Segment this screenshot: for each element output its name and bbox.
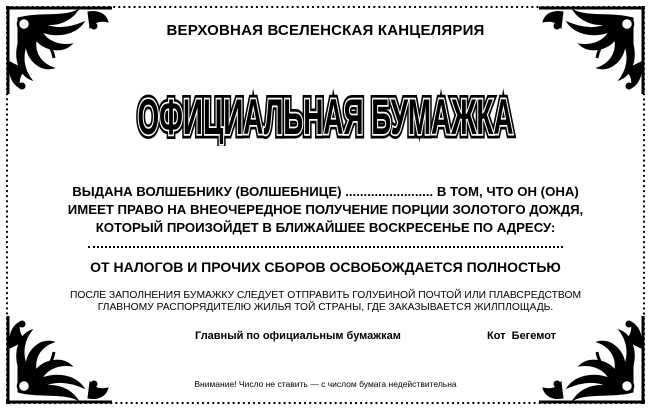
corner-ornament-bottom-right [533,310,651,410]
body-line-3: КОТОРЫЙ ПРОИЗОЙДЕТ В БЛИЖАЙШЕЕ ВОСКРЕСЕНЬЕ ПО АДРЕСУ: [95,220,556,235]
svg-text:ОФИЦИАЛЬНАЯ БУМАЖКА: ОФИЦИАЛЬНАЯ БУМАЖКА [137,89,514,145]
corner-ornament-top-right [533,0,651,100]
corner-ornament-top-left [0,0,118,100]
body-line-2: ИМЕЕТ ПРАВО НА ВНЕОЧЕРЕДНОЕ ПОЛУЧЕНИЕ ПОРЦИИ ЗОЛОТОГО ДОЖДЯ, [67,202,584,217]
issuer-header: ВЕРХОВНАЯ ВСЕЛЕНСКАЯ КАНЦЕЛЯРИЯ [166,22,485,39]
address-fill-line [88,246,563,248]
svg-text:ОФИЦИАЛЬНАЯ БУМАЖКА: ОФИЦИАЛЬНАЯ БУМАЖКА [137,89,514,145]
corner-ornament-bottom-left [0,310,118,410]
instruction-line-2: ГЛАВНОМУ РАСПОРЯДИТЕЛЮ ЖИЛЬЯ ТОЙ СТРАНЫ, ГДЕ ЗАКАЗЫВАЕТСЯ ЖИЛПЛОЩАДЬ. [97,302,554,313]
svg-text:ОФИЦИАЛЬНАЯ БУМАЖКА: ОФИЦИАЛЬНАЯ БУМАЖКА [137,89,514,145]
tax-exemption-line: ОТ НАЛОГОВ И ПРОЧИХ СБОРОВ ОСВОБОЖДАЕТСЯ ПОЛНОСТЬЮ [90,259,561,275]
signatory-position: Главный по официальным бумажкам [195,330,401,342]
instruction-line-1: ПОСЛЕ ЗАПОЛНЕНИЯ БУМАЖКУ СЛЕДУЕТ ОТПРАВИТЬ ГОЛУБИНОЙ ПОЧТОЙ ИЛИ ПЛАВСРЕДСТВОМ [69,290,582,301]
document-title [0,88,651,146]
body-line-1: ВЫДАНА ВОЛШЕБНИКУ (ВОЛШЕБНИЦЕ) ........................ В ТОМ, ЧТО ОН (ОНА) [72,184,579,199]
date-warning: Внимание! Число не ставить — с числом бумага недействительна [194,379,457,389]
signatory-name: Кот Бегемот [487,330,557,342]
